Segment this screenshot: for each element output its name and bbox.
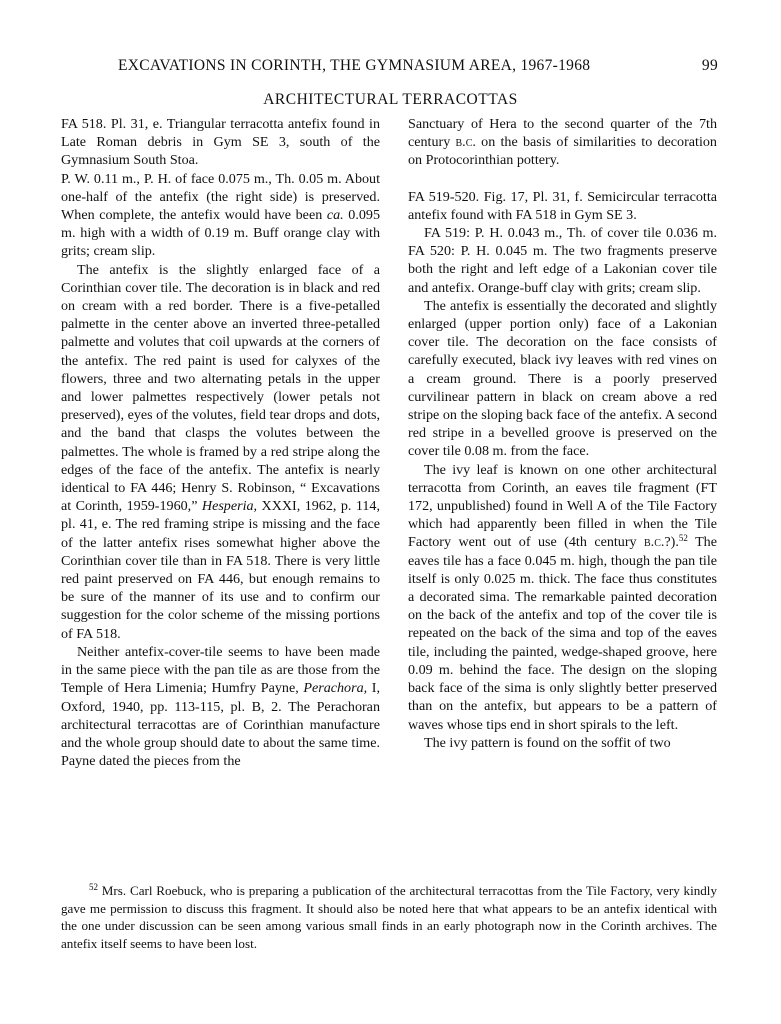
right-column [408, 115, 717, 752]
running-title: EXCAVATIONS IN CORINTH, THE GYMNASIUM AREA, 1967-1968 [118, 57, 591, 74]
right-paragraph-5: The ivy leaf is known on one other architectural terracotta from Corinth, an eaves tile fragment (FT 172, unpublished) found in Well A of the Tile Factory which had apparently been filled in when the Tile Factory went out of use (4th century b.c.?).$^{52}$ The eaves tile has a face 0.045 m. high, though the pan tile itself is only 0.025 m. thick. The face thus constitutes a decorated sima. The remarkable painted decoration on the back of the antefix and top of the cover tile is repeated on the back of the sima and top of the eaves tile, including the painted, wedge-shaped groove, here 0.09 m. behind the face. The design on the sloping back face of the sima is only slightly better preserved than on the antefix, but appears to be a pattern of waves whose tips end in short spirals to the left. [408, 461, 717, 733]
right-paragraph-3: FA 519: P. H. 0.043 m., Th. of cover tile 0.036 m. FA 520: P. H. 0.045 m. The two fragments preserve both the right and left edge of a Lakonian cover tile and antefix. Orange-buff clay with grits; cream slip. [408, 225, 717, 296]
footnote-number: 52 [89, 882, 98, 892]
right-paragraph-1: Sanctuary of Hera to the second quarter of the 7th century b.c. on the basis of similarities to decoration on Protocorinthian pottery. [408, 116, 717, 169]
section-title: ARCHITECTURAL TERRACOTTAS [263, 91, 518, 108]
left-paragraph-4: Neither antefix-cover-tile seems to have been made in the same piece with the pan tile as are those from the Temple of Hera Limenia; Humfry Payne, Perachora, I, Oxford, 1940, pp. 113-115, pl. B, 2. The Perachoran architectural terracottas are of Corinthian manufacture and the whole group should date to about the same time. Payne dated the pieces from the [61, 643, 380, 770]
right-paragraph-6: The ivy pattern is found on the soffit of two [424, 734, 671, 751]
footnote-text: Mrs. Carl Roebuck, who is preparing a publication of the architectural terracottas from the Tile Factory, very kindly gave me permission to discuss this fragment. It should also be noted here that what appears to be an antefix identical with the one under discussion can be seen among various small finds in an early photograph now in the Corinth archives. The antefix itself seems to have been lost. [61, 883, 717, 951]
footnote-reference[interactable]: 52 [678, 533, 688, 544]
right-paragraph-2 [408, 188, 717, 224]
page-number: 99 [701, 57, 718, 74]
fa519-520-entry: FA 519-520. Fig. 17, Pl. 31, f. Semicircular terracotta antefix found with FA 518 in Gym SE 3. [408, 188, 717, 223]
left-paragraph-2: P. W. 0.11 m., P. H. of face 0.075 m., Th. 0.05 m. About one-half of the antefix (the right side) is preserved. When complete, the antefix would have been ca. 0.095 m. high with a width of 0.19 m. Buff orange clay with grits; cream slip. [61, 170, 381, 260]
left-paragraph-1 [61, 115, 380, 170]
left-column [61, 115, 380, 770]
right-paragraph-4: The antefix is essentially the decorated and slightly enlarged (upper portion only) face of a Lakonian cover tile. The decoration on the face consists of carefully executed, black ivy leaves with red vines on a cream ground. There is a poorly preserved curvilinear pattern in black on cream above a red stripe on the sloping back face of the antefix. A second red stripe in a bevelled groove is preserved on the cover tile 0.08 m. from the face. [408, 297, 717, 460]
fa518-entry: FA 518. Pl. 31, e. Triangular terracotta antefix found in Late Roman debris in Gym SE 3, south of the Gymnasium South Stoa. [61, 116, 380, 169]
footnote [61, 882, 717, 952]
left-paragraph-3: The antefix is the slightly enlarged face of a Corinthian cover tile. The decoration is in black and red on cream with a red border. There is a five-petalled palmette in the center above an inverted three-petalled palmette and volutes that coil upwards at the corners of the antefix. The red paint is used for calyxes of the flowers, three and two alternating petals in the upper and lower palmettes respectively (lower petals not preserved), eyes of the volutes, field tear drops and dots, and the band that clasps the volutes between the palmettes. The whole is framed by a red stripe along the edges of the face of the antefix. The antefix is nearly identical to FA 446; Henry S. Robinson, “ Excavations at Corinth, 1959-1960,” Hesperia, XXXI, 1962, p. 114, pl. 41, e. The red framing stripe is missing and the face of the latter antefix rises somewhat higher above the Corinthian cover tile than in FA 518. There is very little red paint preserved on FA 446, but enough remains to be sure of the manner of its use and to confirm our suggestion for the color scheme of the missing portions of FA 518. [61, 261, 380, 642]
